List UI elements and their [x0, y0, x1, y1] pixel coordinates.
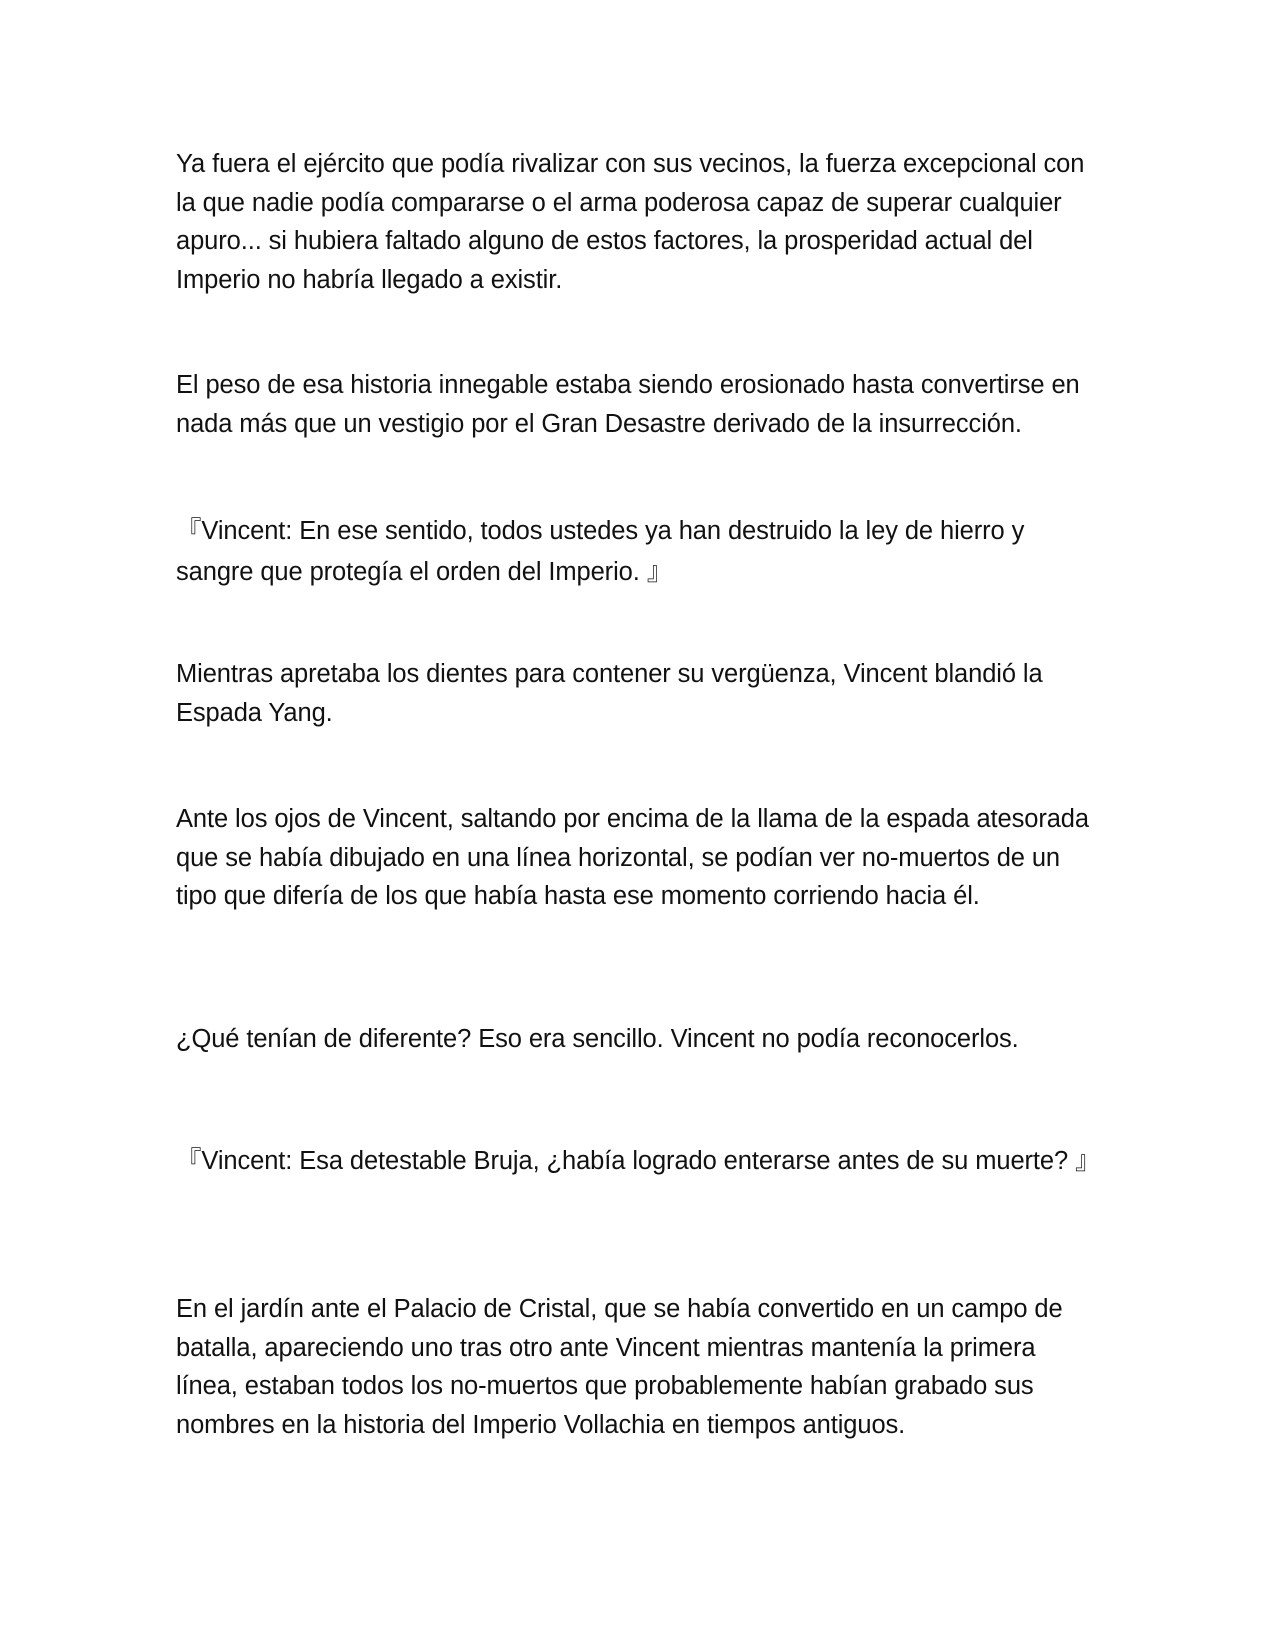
- dialogue-2: 『Vincent: Esa detestable Bruja, ¿había logrado enterarse antes de su muerte? 』: [176, 1147, 1101, 1175]
- paragraph-3: Mientras apretaba los dientes para contener su vergüenza, Vincent blandió la Espada Yang.: [176, 660, 1043, 727]
- dialogue-1: 『Vincent: En ese sentido, todos ustedes ya han destruido la ley de hierro y sangre que protegía el orden del Imperio. 』: [176, 517, 1025, 586]
- paragraph-5: ¿Qué tenían de diferente? Eso era sencillo. Vincent no podía reconocerlos.: [176, 1025, 1019, 1053]
- paragraph-2: El peso de esa historia innegable estaba siendo erosionado hasta convertirse en nada más que un vestigio por el Gran Desastre derivado de la insurrección.: [176, 371, 1080, 438]
- paragraph-1: Ya fuera el ejército que podía rivalizar con sus vecinos, la fuerza excepcional con la que nadie podía compararse o el arma poderosa capaz de superar cualquier apuro... si hubiera faltado alguno de estos factores, la prosperidad actual del Imperio no habría llegado a existir.: [176, 150, 1085, 294]
- paragraph-6: En el jardín ante el Palacio de Cristal, que se había convertido en un campo de batalla, apareciendo uno tras otro ante Vincent mientras mantenía la primera línea, estaban todos los no-muertos que probablemente habían grabado sus nombres en la historia del Imperio Vollachia en tiempos antiguos.: [176, 1295, 1063, 1439]
- paragraph-4: Ante los ojos de Vincent, saltando por encima de la llama de la espada atesorada que se había dibujado en una línea horizontal, se podían ver no-muertos de un tipo que difería de los que había hasta ese momento corriendo hacia él.: [176, 805, 1089, 910]
